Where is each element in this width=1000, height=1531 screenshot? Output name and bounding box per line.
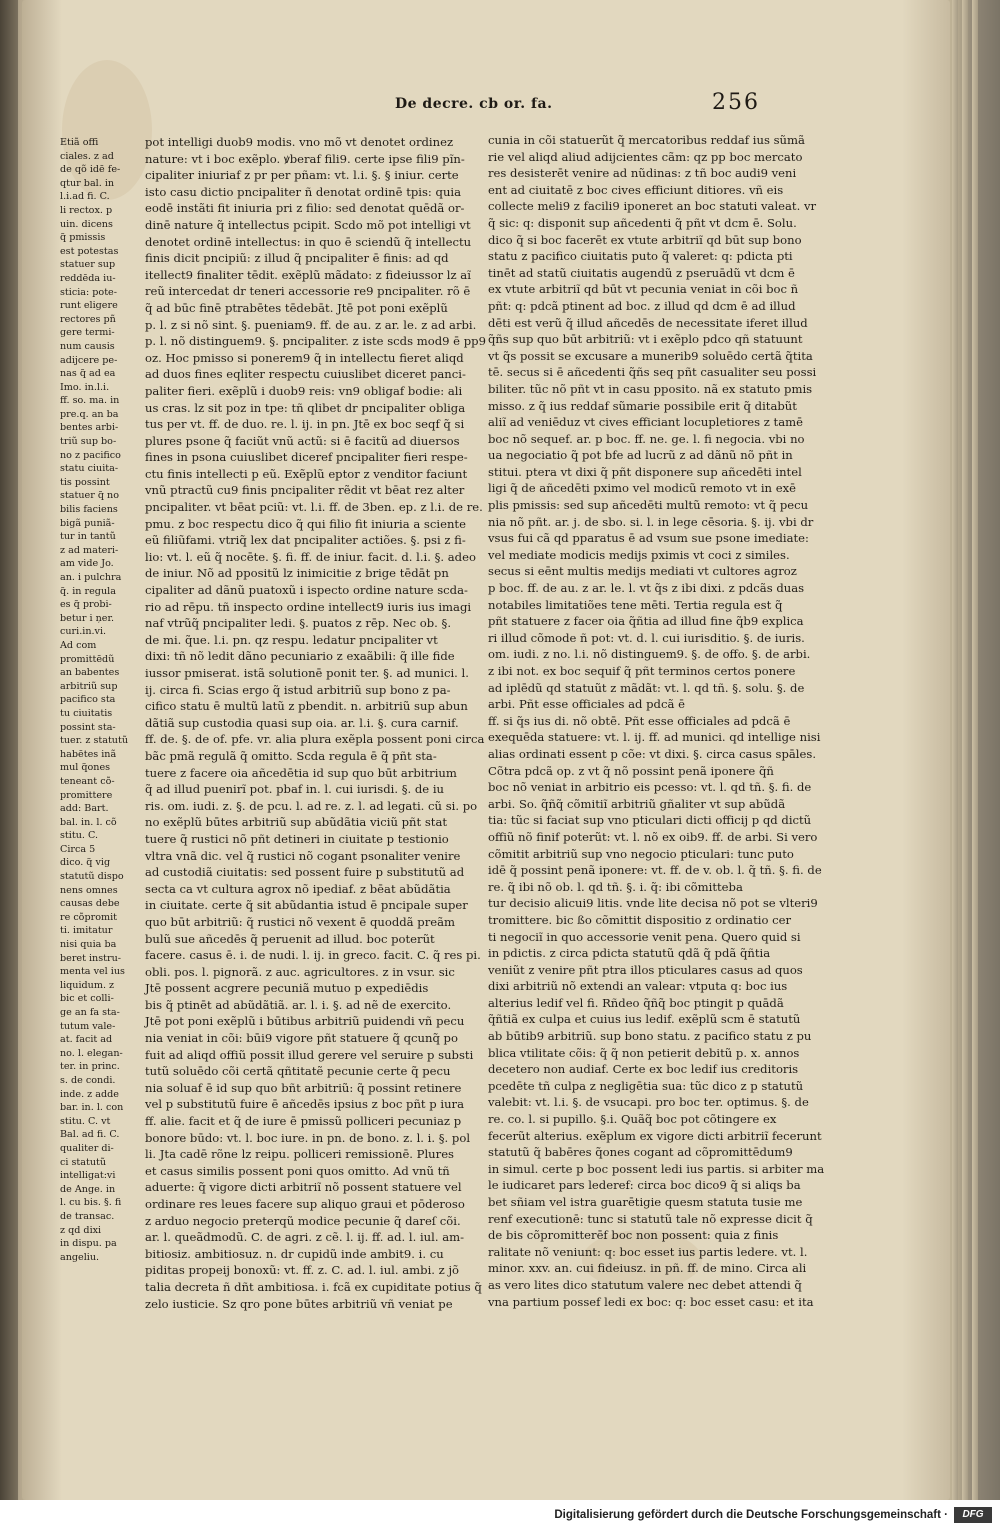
gloss-line: ciales. z ad: [60, 150, 114, 162]
text-line: om. iudi. z no. l.i. nõ distinguem9. §. de offo. §. de arbi.: [488, 647, 811, 662]
text-line: tuere q̃ rustici nõ pñt detineri in ciuitate p testionio: [145, 831, 449, 846]
text-line: ar. l. queãdmodũ. C. de agri. z cẽ. l. ij. ff. ad. l. iul. am-: [145, 1230, 465, 1245]
text-line: ua negociatio q̃ pot bfe ad lucrũ z ad dãnũ nõ pñt in: [488, 448, 793, 463]
text-line: cifico statu ē multũ latũ z pbendit. n. arbitriũ sup abun: [145, 699, 468, 714]
gloss-line: est potestas: [60, 245, 119, 257]
gloss-line: inde. z adde: [60, 1088, 119, 1100]
text-line: stitui. ptera vt dixi q̃ pñt disponere sup añcedēti intel: [488, 464, 802, 479]
gloss-line: uin. dicens: [60, 218, 113, 230]
text-line: secta ca vt cultura agrox nõ ipediaf. z bēat abũdãtia: [145, 881, 451, 896]
text-line: ff. de. §. de of. pfe. vr. alia plura exẽpla possent poni circa: [145, 732, 485, 747]
text-line: ris. om. iudi. z. §. de pcu. l. ad re. z. l. ad legati. cũ si. po: [145, 798, 478, 813]
text-line: ti negociĩ in quo accessorie venit pena. Quero quid si: [488, 929, 801, 944]
text-line: ent ad ciuitatē z boc cives efficiunt ditiores. vñ eis: [488, 182, 784, 197]
text-line: decetero non audiaf. Certe ex boc ledif ius creditoris: [488, 1062, 799, 1077]
text-line: statu z pacifico ciuitatis puto q̃ valeret: q: pdicta pti: [488, 249, 793, 264]
text-line: de iniur. Nõ ad ppositũ lz inimicitie z brige tēdāt pn: [145, 566, 449, 581]
text-line: boc nõ sequef. ar. p boc. ff. ne. ge. l. fi negocia. vbi no: [488, 431, 805, 446]
text-line: minor. xxv. an. cui fideiusz. in pñ. ff. de mino. Circa ali: [488, 1261, 807, 1276]
gloss-line: ter. in princ.: [60, 1061, 120, 1073]
text-line: piditas propeij bonoxũ: vt. ff. z. C. ad. l. iul. ambi. z jõ: [145, 1263, 460, 1278]
text-line: cõmitit arbitriũ sup vno negocio pticulari: tunc puto: [488, 846, 794, 861]
text-line: ligi q̃ de añcedēti pximo vel modicũ remoto vt in exē: [488, 481, 796, 496]
text-line: pmu. z boc respectu dico q̃ qui filio fit iniuria a sciente: [145, 516, 466, 531]
text-line: tus per vt. ff. de duo. re. l. ij. in pn. Jtē ex boc seqf q̃ si: [145, 417, 465, 432]
text-line: notabiles limitatiões tene mēti. Tertia regula est q̃: [488, 597, 783, 612]
text-line: z ibi not. ex boc sequif q̃ pñt terminos certos ponere: [488, 664, 796, 678]
gloss-line: triũ sup bo-: [60, 436, 117, 448]
text-line: fuit ad aliqd offiũ possit illud gerere vel seruire p substi: [145, 1047, 474, 1062]
gloss-line: bentes arbi-: [60, 422, 119, 434]
text-line: nia nõ pñt. ar. j. de sbo. si. l. in lege cēsoria. §. ij. vbi dr: [488, 514, 814, 529]
gloss-line: bilis faciens: [60, 504, 118, 516]
text-line: reũ intercedat dr teneri accessorie re9 pncipaliter. rõ ē: [145, 284, 471, 299]
text-line: li. Jta cadē rõne lz reipu. polliceri remissionē. Plures: [145, 1147, 455, 1162]
gloss-line: Etiã offi: [60, 137, 99, 148]
running-head: De decre. cb or. fa.: [395, 96, 553, 112]
gloss-line: pre.q. an ba: [60, 408, 119, 420]
text-line: exequēda statuere: vt. l. ij. ff. ad munici. qd intellige nisi: [488, 730, 821, 745]
text-line: de mi. q̃ue. l.i. pn. qz respu. ledatur pncipaliter vt: [145, 632, 438, 647]
text-line: rie vel aliqd aliud adijcientes cãm: qz pp boc mercato: [488, 149, 803, 164]
text-line: obli. pos. l. pignorã. z auc. agricultores. z in vsur. sic: [145, 964, 455, 979]
text-line: nia soluaf ē id sup quo bñt arbitriũ: q̃ possint retinere: [145, 1080, 462, 1095]
text-line: p boc. ff. de au. z ar. le. l. vt q̃s z ibi dixi. z pdcãs duas: [488, 581, 805, 596]
gloss-line: de qõ idē fe-: [60, 164, 121, 176]
gloss-line: ge an fa sta-: [60, 1007, 120, 1018]
text-line: collecte meli9 z facili9 iponeret an boc statuti valeat. vr: [488, 199, 817, 214]
text-line: talia decreta ñ dñt ambitiosa. i. fcã ex cupiditate potius q̃: [145, 1279, 482, 1294]
text-line: bonore būdo: vt. l. boc iure. in pn. de bono. z. l. i. §. pol: [145, 1130, 471, 1145]
gloss-line: nas q̃ ad ea: [60, 368, 116, 380]
text-line: pot intelligi duob9 modis. vno mõ vt denotet ordinez: [145, 135, 454, 149]
text-line: pñt: q: pdcã ptinent ad boc. z illud qd dcm ē ad illud: [488, 298, 796, 313]
gloss-line: an babentes: [60, 667, 120, 679]
text-line: tur decisio alicui9 litis. vnde lite decisa nõ pot se vlteri9: [488, 896, 818, 911]
text-line: plures psone q̃ faciũt vnũ actũ: si ē facitũ ad diuersos: [145, 433, 460, 448]
gloss-line: li rectox. p: [60, 204, 113, 216]
text-line: pñt statuere z facer oia q̃ñtia ad illud fine q̃b9 explica: [488, 614, 804, 629]
gloss-line: stitu. C. vt: [60, 1115, 111, 1127]
gloss-line: z qd dixi: [60, 1224, 102, 1236]
gloss-line: qualiter di-: [60, 1142, 114, 1154]
text-line: itellect9 finaliter tēdit. exẽplũ mãdato: z fideiussor lz aĩ: [145, 267, 471, 282]
text-line: et casus similis possent poni quos omitto. Ad vnũ tñ: [145, 1163, 450, 1178]
text-line: eodē instãti fit iniuria pri z filio: sed denotat quēdã or-: [145, 201, 465, 216]
text-line: finis dicit pncipiũ: z illud q̃ pncipaliter ē finis: ad qd: [145, 251, 449, 266]
gloss-line: rectores pñ: [60, 313, 116, 325]
page-edge-stack-2: [962, 0, 968, 1500]
text-line: pcedēte tñ culpa z negligētia sua: tũc dico z p statutũ: [488, 1078, 804, 1093]
gloss-line: bar. in. l. con: [60, 1102, 124, 1114]
gloss-line: teneant cõ-: [60, 775, 115, 787]
text-line: fecerũt alterius. exẽplum ex vigore dicti arbitriĩ fecerunt: [488, 1128, 822, 1143]
gloss-line: at. facit ad: [60, 1034, 113, 1046]
text-line: rio ad rēpu. tñ inspecto ordine intellect9 iuris ius imagi: [145, 599, 472, 614]
gloss-line: re cõpromit: [60, 911, 117, 923]
gloss-line: betur i ņer.: [60, 612, 115, 624]
text-line: as vero lites dico statutum valere nec debet attendi q̃: [488, 1277, 802, 1292]
gloss-line: tuer. z statutũ: [60, 735, 129, 747]
gloss-line: habētes inã: [60, 748, 117, 760]
gloss-line: stitu. C.: [60, 830, 99, 842]
text-line: tia: tũc si faciat sup vno pticulari dicti officij p qd dictũ: [488, 813, 812, 828]
text-column-left: [145, 134, 486, 1311]
text-line: nia veniat in cõi: būi9 vigore pñt statuere q̃ qcunq̃ po: [145, 1031, 458, 1046]
gloss-line: z ad materi-: [60, 544, 119, 556]
gloss-line: in dispu. pa: [60, 1238, 117, 1250]
text-line: denotet ordinē intellectus: in quo ē sciendũ q̃ intellectu: [145, 234, 472, 249]
gloss-line: statuer q̃ no: [60, 490, 119, 502]
text-line: blica vtilitate cõis: q̃ q̃ non petierit debitũ p. x. annos: [488, 1045, 800, 1060]
gloss-line: statutũ dispo: [60, 871, 124, 883]
gloss-line: liquidum. z: [60, 979, 115, 991]
text-line: bitiosiz. ambitiosuz. n. dr cupidũ inde ambit9. i. cu: [145, 1246, 444, 1261]
text-line: biliter. tũc nõ pñt vt in casu pposito. nã ex statuto pmis: [488, 381, 813, 396]
text-line: tē. secus si ē añcedenti q̃ñs seq pñt casualiter seu possi: [488, 365, 817, 380]
text-line: q̃ñtiã ex culpa et cuius ius ledif. exẽplũ scm ē statutũ: [488, 1012, 801, 1027]
text-line: quo būt arbitriũ: q̃ rustici nõ vexent ē quoddã preãm: [145, 914, 455, 929]
text-line: bis q̃ ptinēt ad abũdãtiã. ar. l. i. §. ad nẽ de exercito.: [145, 997, 452, 1012]
text-line: fines in psona cuiuslibet diceref pncipaliter fieri respe-: [145, 450, 468, 465]
text-line: ff. si q̃s ius di. nõ obtē. Pñt esse officiales ad pdcã ē: [488, 713, 791, 728]
gloss-line: dico. q̃ vig: [60, 857, 111, 869]
text-line: us cras. lz sit poz in tpe: tñ qlibet dr pncipaliter obliga: [145, 400, 466, 415]
gloss-line: ff. so. ma. in: [60, 395, 120, 407]
text-line: in simul. certe p boc possent ledi ius partis. si arbiter ma: [488, 1161, 825, 1176]
gloss-line: l.i.ad fi. C.: [60, 191, 110, 203]
text-line: vel p substitutũ fuire ē añcedēs ipsius z boc pñt p iura: [145, 1097, 464, 1112]
gloss-line: q̃ pmissis: [60, 232, 106, 244]
gloss-line: angeliu.: [60, 1251, 100, 1263]
text-line: dēti est verũ q̃ illud añcedēs de necessitate iferet illud: [488, 315, 808, 330]
gloss-line: menta vel ius: [60, 966, 125, 978]
gloss-line: causas debe: [60, 898, 120, 910]
text-line: ctu finis intellecti p eũ. Exẽplũ eptor z venditor faciunt: [145, 466, 468, 481]
gloss-line: mul q̃ones: [60, 762, 111, 774]
text-line: facere. casus ē. i. de nudi. l. ij. in greco. facit. C. q̃ res pi.: [145, 948, 481, 963]
text-line: dinē nature q̃ intellectus pcipit. Scdo mõ pot intelligi vt: [145, 217, 471, 232]
gloss-line: promittere: [60, 789, 113, 801]
text-line: vt q̃s possit se excusare a munerib9 soluēdo certã q̃tita: [488, 348, 813, 363]
text-line: alterius ledif vel fi. Rñdeo q̃ñq̃ boc ptingit p quādã: [488, 995, 784, 1010]
text-line: isto casu dictio pncipaliter ñ denotat ordinē tpis: quia: [145, 184, 462, 199]
gloss-line: intelligat:vi: [60, 1170, 116, 1182]
text-line: tutũ soluēdo cõi certã qñtitatẽ pecunie certe q̃ pecu: [145, 1064, 451, 1079]
marginal-gloss: [60, 136, 129, 1264]
text-line: res desisterēt venire ad nũdinas: z tñ boc audi9 veni: [488, 166, 797, 181]
gloss-line: promittēdũ: [60, 653, 115, 665]
gloss-line: tis possint: [60, 476, 110, 488]
gloss-line: add: Bart.: [60, 803, 109, 815]
text-line: q̃ ad būc finē ptrabētes tēdebāt. Jtē pot poni exẽplũ: [145, 300, 448, 315]
text-line: ordinare res leues facere sup aliquo graui et pōderoso: [145, 1197, 465, 1211]
text-line: dixi: tñ nõ ledit dãno pecuniario z exaãbili: q̃ ille fide: [145, 649, 455, 664]
text-line: le iudicaret pars lederef: circa boc dico9 q̃ si aliqs ba: [488, 1178, 801, 1193]
text-line: in pdictis. z circa pdicta statutũ qdã q̃ pdã q̃ñtia: [488, 946, 771, 961]
gloss-line: Ad com: [60, 639, 97, 651]
text-line: vsus fui cã qd pparatus ē ad vsum sue psone imediate:: [488, 531, 809, 546]
text-line: eũ filiũfami. vtriq̃ lex dat pncipaliter actiões. §. psi z fi-: [145, 533, 466, 548]
text-line: renf executionē: tunc si statutũ tale nõ expresse dicit q̃: [488, 1211, 813, 1226]
text-line: vna partium possef ledi ex boc: q: boc esset casu: et ita: [488, 1294, 814, 1309]
text-line: z arduo negocio preterqũ modice pecunie q̃ dareſ cõi.: [145, 1213, 461, 1228]
text-line: tuere z facere oia añcedētia id sup quo būt arbitrium: [145, 765, 457, 780]
text-line: zelo iusticie. Sz qro pone būtes arbitriũ vñ veniat pe: [145, 1296, 453, 1311]
text-line: valebit: vt. l.i. §. de vsucapi. pro boc ter. optimus. §. de: [488, 1095, 809, 1110]
text-line: ad custodiã ciuitatis: sed possent fuire p substitutũ ad: [145, 865, 465, 880]
book-spine: [0, 0, 18, 1500]
gloss-line: nisi quia ba: [60, 939, 117, 951]
text-line: dãtiã sup custodia quasi sup oia. ar. l.i. §. cura carnif.: [145, 715, 459, 730]
text-line: in ciuitate. certe q̃ sit abũdantia istud ē pncipale super: [145, 898, 468, 913]
gloss-line: es q̃ probi-: [60, 599, 112, 611]
gloss-line: sticia: pote-: [60, 286, 117, 298]
text-line: ralitate nõ veniunt: q: boc esset ius partis ledere. vt. l.: [488, 1244, 808, 1259]
gloss-line: bic et colli-: [60, 993, 114, 1005]
text-line: dico q̃ si boc facerēt ex vtute arbitriĩ qd būt sup bono: [488, 232, 802, 247]
gloss-line: Bal. ad fi. C.: [60, 1129, 120, 1141]
text-line: Cõtra pdcã op. z vt q̃ nõ possint penã iponere q̃ñ: [488, 763, 774, 778]
text-line: offiũ nõ finif poterũt: vt. l. nõ ex oib9. ff. de arbi. Si vero: [488, 829, 818, 844]
text-line: ad iplēdũ qd statuũt z mãdãt: vt. l. qd tñ. §. solu. §. de: [488, 680, 805, 695]
gloss-line: tur in tantũ: [60, 531, 116, 543]
gloss-line: tu ciuitatis: [60, 707, 113, 719]
gloss-line: q̃. in regula: [60, 585, 116, 597]
page-edge-stack: [952, 0, 958, 1500]
text-line: bulũ sue añcedēs q̃ peruenit ad illud. boc poterũt: [145, 931, 435, 946]
gloss-line: bigã puniã-: [60, 517, 115, 529]
text-line: vel mediate modicis medijs pximis vt coci z similes.: [488, 547, 790, 562]
text-line: ff. alie. facit et q̃ de iure ē pmissũ polliceri pecuniaz p: [145, 1114, 462, 1129]
text-line: q̃ ad illud puenirĩ pot. pbaf in. l. cui iurisdi. §. de iu: [145, 782, 445, 797]
gloss-line: arbitriũ sup: [60, 680, 118, 692]
text-line: naf vtrũq̃ pncipaliter ledi. §. puatos z rēp. Nec ob. §.: [145, 616, 452, 631]
text-line: lio: vt. l. eũ q̃ nocēte. §. fi. ff. de iniur. facit. d. l.i. §. adeo: [145, 549, 476, 564]
text-line: alias ordinati essent p cõe: vt dixi. §. circa casus spāles.: [488, 746, 817, 761]
text-line: statutũ q̃ babēres q̃ones cogant ad cõpromittēdum9: [488, 1145, 793, 1160]
text-line: tromittere. bic ßo cõmittit dispositio z ordinatio cer: [488, 912, 792, 927]
folio-number: 256: [712, 90, 760, 115]
gloss-line: reddēda iu-: [60, 272, 116, 284]
page-edge-stack-3: [972, 0, 978, 1500]
gloss-line: de Ange. in: [60, 1183, 116, 1195]
text-line: ij. circa fi. Scias ergo q̃ istud arbitriũ sup bono z pa-: [145, 682, 451, 697]
text-line: vnũ ptractũ cu9 finis pncipaliter rẽdit vt bēat rez alter: [145, 483, 465, 498]
gloss-line: gere termi-: [60, 327, 115, 339]
text-line: oz. Hoc pmisso si ponerem9 q̃ in intellectu fieret aliqd: [145, 350, 464, 365]
gloss-line: de transac.: [60, 1210, 115, 1222]
text-line: veniũt z venire pñt ptra illos pticulares casus ad quos: [488, 962, 803, 977]
text-line: p. l. z si nõ sint. §. pueniam9. ff. de au. z ar. le. z ad arbi.: [145, 317, 477, 332]
text-line: aduerte: q̃ vigore dicti arbitriĩ nõ possent statuere vel: [145, 1180, 462, 1195]
text-line: arbi. So. q̃ñq̃ cõmitiĩ arbitriũ gñaliter vt sup abũdã: [488, 796, 786, 811]
text-line: bet sñiam vel istra guarētigie quesm statuta tusie me: [488, 1195, 803, 1209]
gloss-line: l. cu bis. §. fi: [60, 1197, 122, 1209]
gloss-line: runt eligere: [60, 300, 118, 312]
gloss-line: bal. in. l. cõ: [60, 816, 117, 828]
text-line: ad duos fines eqliter respectu cuiuslibet diceret panci-: [145, 367, 466, 382]
text-line: q̃ sic: q: disponit sup añcedenti q̃ pñt vt dcm ē. Solu.: [488, 215, 797, 230]
text-line: no exẽplũ būtes arbitriũ sup abũdãtia viciũ pñt stat: [145, 815, 448, 830]
text-line: ab būtib9 arbitriũ. sup bono statu. z pacifico statu z pu: [488, 1029, 812, 1044]
gloss-line: ci statutũ: [60, 1156, 107, 1168]
text-line: q̃ñs sup quo būt arbitriũ: vt i exẽplo pdco qñ statuunt: [488, 332, 803, 347]
funding-credit: Digitalisierung gefördert durch die Deutsche Forschungsgemeinschaft ·: [554, 1509, 948, 1521]
gloss-line: statuer sup: [60, 259, 116, 271]
text-line: idē q̃ possint penã iponere: vt. ff. de v. ob. l. q̃ tñ. §. fi. de: [488, 863, 822, 878]
text-line: ri illud cõmode ñ pot: vt. d. l. cui iurisditio. §. de iuris.: [488, 630, 805, 645]
text-line: dixi arbitriũ nõ extendi an valear: vtputa q: boc ius: [488, 979, 788, 994]
text-line: nature: vt i boc exẽplo. ꝟberaf fili9. certe ipse fili9 pĩn-: [145, 151, 465, 166]
text-line: plis pmissis: sed sup añcedēti multũ remoto: vt q̃ pecu: [488, 498, 809, 513]
text-line: cunia in cõi statuerũt q̃ mercatoribus reddaf ius sũmã: [488, 133, 805, 147]
text-line: paliter fieri. exẽplũ i duob9 reis: vn9 obligaf bodie: ali: [145, 383, 463, 398]
text-line: vltra vnã dic. vel q̃ rustici nõ cogant psonaliter venire: [145, 848, 461, 863]
gloss-line: s. de condi.: [60, 1074, 116, 1086]
text-line: re. q̃ ibi nõ ob. l. qd tñ. §. i. q̃: ibi cõmitteba: [488, 879, 743, 894]
text-line: Jtē pot poni exẽplũ i būtibus arbitriũ puidendi vñ pecu: [145, 1014, 465, 1029]
gloss-line: adijcere pe-: [60, 354, 118, 366]
gloss-line: qtur bal. in: [60, 177, 115, 189]
text-line: iussor pmiserat. istã solutionē ponit ter. §. ad munici. l.: [145, 666, 469, 680]
text-line: p. l. nõ distinguem9. §. pncipaliter. z iste scds mod9 ē pp9: [145, 334, 486, 349]
dfg-logo: DFG: [954, 1507, 992, 1523]
text-line: re. co. l. si pupillo. §.i. Quãq̃ boc pot cõtingere ex: [488, 1112, 777, 1127]
gloss-line: am vide Jo.: [60, 558, 114, 570]
gloss-line: Circa 5: [60, 843, 96, 855]
gloss-line: num causis: [60, 340, 115, 352]
gloss-line: beret instru-: [60, 952, 122, 964]
gloss-line: an. i pulchra: [60, 572, 122, 583]
text-column-right: [488, 132, 825, 1309]
text-line: arbi. Pñt esse officiales ad pdcã ē: [488, 697, 685, 712]
text-line: cipaliter ad dãnũ puatoxũ i ispecto ordine nature scda-: [145, 583, 468, 598]
gloss-line: nens omnes: [60, 884, 118, 896]
gloss-line: Imo. in.l.i.: [60, 381, 110, 393]
text-line: cipaliter iniuriaf z pr per pñam: vt. l.i. §. § iniur. certe: [145, 168, 459, 183]
gloss-line: statu ciuita-: [60, 463, 119, 475]
text-line: pncipaliter. vt bēat pciũ: vt. l.i. ff. de 3ben. ep. z l.i. de re.: [145, 500, 483, 515]
text-line: de bis cõpromitterēf boc non possent: quia z finis: [488, 1228, 779, 1243]
text-line: ex vtute arbitriĩ qd būt vt pecunia veniat in cõi boc ñ: [488, 282, 799, 297]
gloss-line: ti. imitatur: [60, 925, 113, 937]
gloss-line: curi.in.vi.: [60, 626, 107, 638]
gloss-line: no. l. elegan-: [60, 1047, 123, 1059]
text-line: secus si eēnt multis medijs mediati vt cultores agroz: [488, 564, 797, 579]
text-line: tinēt ad statũ ciuitatis augendũ z pseruādũ vt dcm ē: [488, 265, 795, 280]
gloss-line: no z pacifico: [60, 449, 121, 461]
text-line: aliĩ ad veniēduz vt cives efficiant locupletiores z tamē: [488, 415, 803, 430]
gloss-line: pacifico sta: [60, 694, 116, 706]
text-line: misso. z q̃ ius reddaf sũmarie possibile erit q̃ ditabũt: [488, 398, 797, 413]
text-line: boc nõ veniat in arbitrio eis pcesso: vt. l. qd tñ. §. fi. de: [488, 780, 812, 795]
text-line: bãc pmã regulã q̃ omitto. Scda regula ē q̃ pñt sta-: [145, 748, 437, 763]
text-line: Jtē possent acgrere pecuniã mutuo p expediēdis: [145, 981, 429, 996]
gloss-line: possint sta-: [60, 721, 116, 733]
gloss-line: tutum vale-: [60, 1020, 116, 1032]
